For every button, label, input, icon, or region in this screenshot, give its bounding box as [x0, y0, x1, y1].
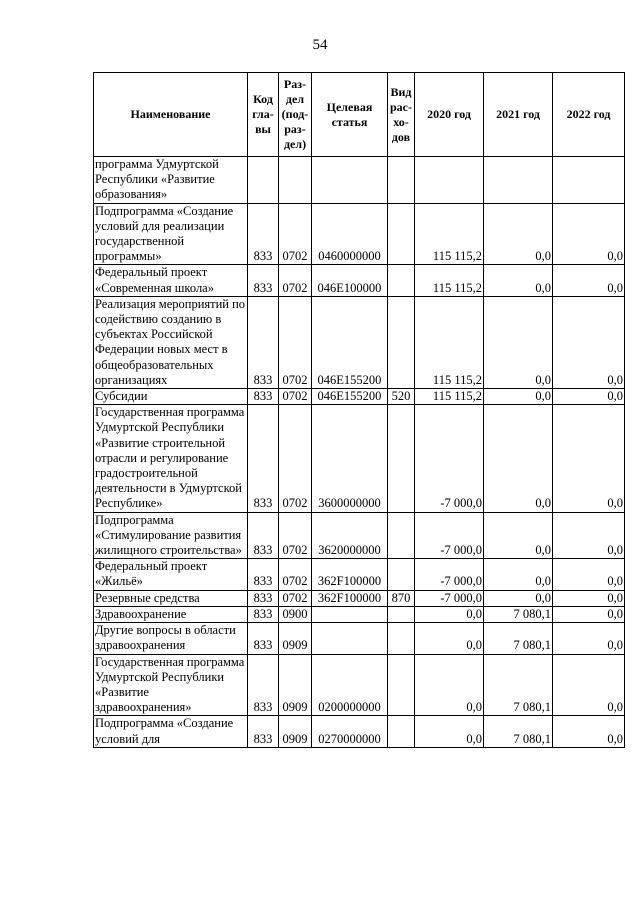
- header-2020: 2020 год: [415, 73, 484, 157]
- row-expense-type: [388, 623, 415, 654]
- row-expense-type: [388, 203, 415, 265]
- row-value-2022: 0,0: [553, 654, 625, 716]
- header-row: [94, 73, 625, 157]
- header-section: Раз- дел (под- раз- дел): [279, 73, 312, 157]
- row-section: [279, 157, 312, 204]
- table-row: [94, 590, 625, 606]
- row-chapter-code: 833: [248, 716, 279, 747]
- table-row: [94, 405, 625, 512]
- header-name: Наименование: [94, 73, 248, 157]
- row-value-2020: [415, 157, 484, 204]
- table-row: [94, 606, 625, 622]
- row-target-article: [312, 623, 388, 654]
- row-value-2022: 0,0: [553, 265, 625, 296]
- row-expense-type: 520: [388, 389, 415, 405]
- row-name: Здравоохранение: [94, 606, 248, 622]
- row-expense-type: [388, 654, 415, 716]
- row-value-2021: 7 080,1: [484, 606, 553, 622]
- header-target-article: Целевая статья: [312, 73, 388, 157]
- row-value-2020: -7 000,0: [415, 559, 484, 590]
- row-chapter-code: 833: [248, 559, 279, 590]
- row-value-2020: 115 115,2: [415, 203, 484, 265]
- row-value-2022: 0,0: [553, 389, 625, 405]
- header-expense-type: Вид рас- хо- дов: [388, 73, 415, 157]
- row-section: 0702: [279, 590, 312, 606]
- row-section: 0909: [279, 623, 312, 654]
- row-target-article: [312, 606, 388, 622]
- row-chapter-code: 833: [248, 590, 279, 606]
- row-value-2021: 0,0: [484, 389, 553, 405]
- row-chapter-code: 833: [248, 654, 279, 716]
- row-expense-type: [388, 265, 415, 296]
- row-section: 0702: [279, 389, 312, 405]
- row-value-2020: -7 000,0: [415, 512, 484, 559]
- row-value-2021: 7 080,1: [484, 654, 553, 716]
- row-name: Подпрограмма «Стимулирование развития жилищного строительства»: [94, 512, 248, 559]
- row-value-2022: 0,0: [553, 716, 625, 747]
- row-name: Подпрограмма «Создание условий для реализации государственной программы»: [94, 203, 248, 265]
- row-section: 0900: [279, 606, 312, 622]
- row-value-2020: 0,0: [415, 623, 484, 654]
- row-name: Государственная программа Удмуртской Республики «Развитие здравоохранения»: [94, 654, 248, 716]
- row-chapter-code: 833: [248, 389, 279, 405]
- row-value-2021: 0,0: [484, 559, 553, 590]
- row-target-article: 362F100000: [312, 590, 388, 606]
- row-value-2020: 115 115,2: [415, 265, 484, 296]
- row-chapter-code: 833: [248, 296, 279, 388]
- row-target-article: 3600000000: [312, 405, 388, 512]
- row-name: Государственная программа Удмуртской Республики «Развитие строительной отрасли и регулирование градостроительной деятельности в Удмуртской Республике»: [94, 405, 248, 512]
- row-expense-type: [388, 559, 415, 590]
- row-value-2022: 0,0: [553, 405, 625, 512]
- row-value-2020: 115 115,2: [415, 389, 484, 405]
- row-value-2021: 0,0: [484, 405, 553, 512]
- row-name: Резервные средства: [94, 590, 248, 606]
- row-value-2022: 0,0: [553, 296, 625, 388]
- row-expense-type: [388, 716, 415, 747]
- row-chapter-code: 833: [248, 606, 279, 622]
- row-section: 0909: [279, 654, 312, 716]
- table-row: [94, 157, 625, 204]
- row-target-article: 362F100000: [312, 559, 388, 590]
- row-target-article: 0200000000: [312, 654, 388, 716]
- row-value-2022: [553, 157, 625, 204]
- table-row: [94, 716, 625, 747]
- row-target-article: 0270000000: [312, 716, 388, 747]
- row-target-article: 046E100000: [312, 265, 388, 296]
- row-target-article: [312, 157, 388, 204]
- row-target-article: 3620000000: [312, 512, 388, 559]
- row-expense-type: [388, 157, 415, 204]
- row-chapter-code: 833: [248, 203, 279, 265]
- row-section: 0702: [279, 559, 312, 590]
- row-chapter-code: 833: [248, 405, 279, 512]
- table-row: [94, 296, 625, 388]
- table-row: [94, 512, 625, 559]
- row-section: 0702: [279, 265, 312, 296]
- row-expense-type: [388, 296, 415, 388]
- row-value-2021: 7 080,1: [484, 716, 553, 747]
- row-section: 0702: [279, 296, 312, 388]
- row-value-2020: 0,0: [415, 654, 484, 716]
- row-name: Федеральный проект «Жильё»: [94, 559, 248, 590]
- table-row: [94, 203, 625, 265]
- header-2021: 2021 год: [484, 73, 553, 157]
- row-name: Субсидии: [94, 389, 248, 405]
- row-value-2021: 0,0: [484, 203, 553, 265]
- row-expense-type: 870: [388, 590, 415, 606]
- row-chapter-code: 833: [248, 623, 279, 654]
- row-name: программа Удмуртской Республики «Развитие образования»: [94, 157, 248, 204]
- row-value-2022: 0,0: [553, 590, 625, 606]
- table-row: [94, 654, 625, 716]
- row-value-2021: [484, 157, 553, 204]
- row-name: Подпрограмма «Создание условий для: [94, 716, 248, 747]
- row-value-2022: 0,0: [553, 512, 625, 559]
- row-value-2020: 0,0: [415, 716, 484, 747]
- row-value-2022: 0,0: [553, 623, 625, 654]
- row-section: 0702: [279, 512, 312, 559]
- row-value-2020: 115 115,2: [415, 296, 484, 388]
- row-value-2020: -7 000,0: [415, 590, 484, 606]
- row-section: 0702: [279, 405, 312, 512]
- row-target-article: 046E155200: [312, 389, 388, 405]
- row-value-2021: 0,0: [484, 296, 553, 388]
- row-chapter-code: [248, 157, 279, 204]
- row-value-2021: 0,0: [484, 265, 553, 296]
- row-target-article: 046E155200: [312, 296, 388, 388]
- row-expense-type: [388, 405, 415, 512]
- row-section: 0702: [279, 203, 312, 265]
- row-name: Реализация мероприятий по содействию созданию в субъектах Российской Федерации новых мест в общеобразовательных организациях: [94, 296, 248, 388]
- row-name: Другие вопросы в области здравоохранения: [94, 623, 248, 654]
- row-expense-type: [388, 606, 415, 622]
- table-row: [94, 265, 625, 296]
- row-value-2021: 7 080,1: [484, 623, 553, 654]
- row-value-2020: -7 000,0: [415, 405, 484, 512]
- header-2022: 2022 год: [553, 73, 625, 157]
- table-row: [94, 389, 625, 405]
- row-chapter-code: 833: [248, 265, 279, 296]
- budget-table: [93, 72, 625, 748]
- table-row: [94, 559, 625, 590]
- row-value-2020: 0,0: [415, 606, 484, 622]
- row-value-2021: 0,0: [484, 512, 553, 559]
- row-name: Федеральный проект «Современная школа»: [94, 265, 248, 296]
- row-value-2022: 0,0: [553, 606, 625, 622]
- row-section: 0909: [279, 716, 312, 747]
- row-value-2022: 0,0: [553, 559, 625, 590]
- row-value-2022: 0,0: [553, 203, 625, 265]
- row-value-2021: 0,0: [484, 590, 553, 606]
- row-target-article: 0460000000: [312, 203, 388, 265]
- header-chapter-code: Код гла- вы: [248, 73, 279, 157]
- row-chapter-code: 833: [248, 512, 279, 559]
- page-number: 54: [312, 37, 328, 53]
- table-row: [94, 623, 625, 654]
- row-expense-type: [388, 512, 415, 559]
